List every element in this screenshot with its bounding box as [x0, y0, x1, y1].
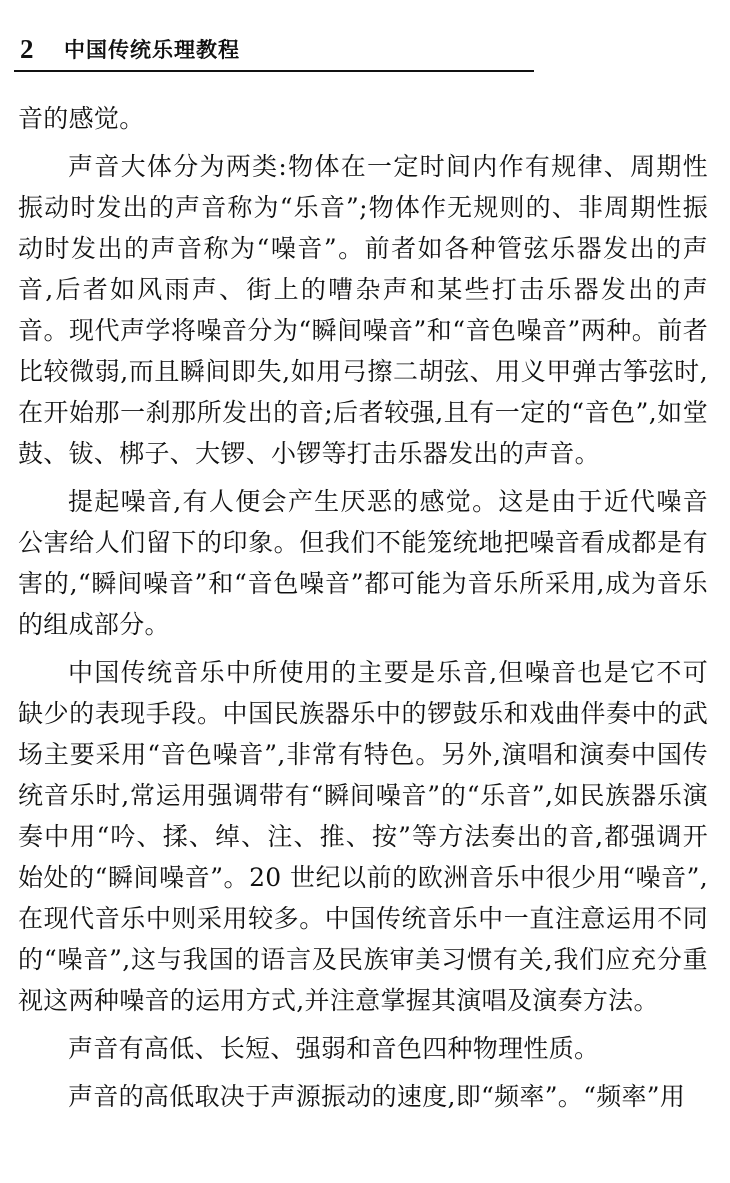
- running-title: 中国传统乐理教程: [64, 38, 240, 62]
- paragraph-noise-impression: 提起噪音,有人便会产生厌恶的感觉。这是由于近代噪音公害给人们留下的印象。但我们不能笼统地把噪音看成都是有害的,“瞬间噪音”和“音色噪音”都可能为音乐所采用,成为音乐的组成部分。: [18, 487, 708, 639]
- paragraph-sound-types: 声音大体分为两类:物体在一定时间内作有规律、周期性振动时发出的声音称为“乐音”;物体作无规则的、非周期性振动时发出的声音称为“噪音”。前者如各种管弦乐器发出的声音,后者如风雨声、街上的嘈杂声和某些打击乐器发出的声音。现代声学将噪音分为“瞬间噪音”和“音色噪音”两种。前者比较微弱,而且瞬间即失,如用弓擦二胡弦、用义甲弹古筝弦时,在开始那一刹那所发出的音;后者较强,且有一定的“音色”,如堂鼓、钹、梆子、大锣、小锣等打击乐器发出的声音。: [18, 152, 708, 468]
- page-number: 2: [20, 34, 34, 64]
- body-text: [18, 98, 708, 1117]
- header-rule: [14, 70, 534, 72]
- paragraph-pitch-frequency: 声音的高低取决于声源振动的速度,即“频率”。“频率”用: [68, 1082, 686, 1111]
- paragraph-physical-properties: 声音有高低、长短、强弱和音色四种物理性质。: [68, 1034, 600, 1063]
- paragraph-continued: 音的感觉。: [18, 104, 145, 133]
- running-header: [14, 32, 534, 72]
- paragraph-traditional-music: 中国传统音乐中所使用的主要是乐音,但噪音也是它不可缺少的表现手段。中国民族器乐中的锣鼓乐和戏曲伴奏中的武场主要采用“音色噪音”,非常有特色。另外,演唱和演奏中国传统音乐时,常运用强调带有“瞬间噪音”的“乐音”,如民族器乐演奏中用“吟、揉、绰、注、推、按”等方法奏出的音,都强调开始处的“瞬间噪音”。20 世纪以前的欧洲音乐中很少用“噪音”,在现代音乐中则采用较多。中国传统音乐中一直注意运用不同的“噪音”,这与我国的语言及民族审美习惯有关,我们应充分重视这两种噪音的运用方式,并注意掌握其演唱及演奏方法。: [18, 658, 708, 1015]
